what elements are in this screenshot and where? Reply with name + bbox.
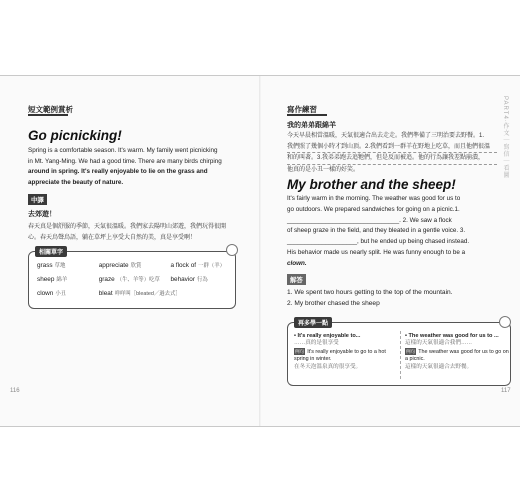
exercise-cn-line: 他真的是小丑一樣的好笑。 [287, 166, 360, 173]
column-divider [400, 331, 401, 379]
learn-more-col [405, 333, 513, 371]
example-label: 例句 [406, 348, 416, 354]
speech-bubble-icon [499, 316, 511, 328]
exercise-cn-title: 我的弟弟跟綿羊 [287, 122, 336, 129]
section-underline [28, 114, 68, 116]
exercise-body [287, 194, 501, 270]
exercise-line: go outdoors. We prepared sandwiches for going on a picnic.1. [287, 205, 460, 213]
book-spread [0, 75, 520, 427]
article-body [28, 146, 248, 188]
exercise-line: clown. [287, 259, 307, 267]
phrase-cn: 這樣的天氣很適合我們…… [405, 340, 473, 347]
section-title: 短文範例賞析 [28, 105, 73, 114]
section-underline [287, 114, 327, 116]
section-title: 寫作練習 [287, 105, 317, 114]
vocab-meaning: （牛、羊等）吃草 [116, 277, 160, 283]
learn-more-box [287, 322, 511, 386]
vocab-row [37, 261, 225, 269]
exercise-line: It's fairly warm in the morning. The weather was good for us to [287, 195, 461, 202]
right-page [261, 76, 520, 426]
example-sentence: It's really enjoyable to go to a hot spring in winter. [294, 348, 386, 363]
vocab-word: bleat [98, 290, 113, 297]
translation-title: 去郊遊！ [28, 211, 56, 218]
phrase-cn: ……真的是很享受 [294, 340, 339, 347]
vocab-heading: 相關單字 [35, 246, 67, 257]
learn-more-col [294, 333, 402, 371]
phrase: • The weather was good for us to ... [405, 333, 499, 339]
exercise-line: ____________________, but he ended up being chased instead. [287, 238, 470, 246]
example-cn: 這樣的天氣很適合去野餐。 [405, 363, 473, 370]
vocab-meaning: 咩咩叫［bleated／過去式］ [114, 291, 181, 297]
vocab-row [37, 289, 181, 297]
article-title: Go picnicking! [28, 128, 122, 143]
exercise-cn-line: 和的叫著。3.我弟弟跑去追牠們，但是反而被追。他的行為讓我差點崩潰， [287, 153, 497, 165]
vocab-meaning: 一群（羊） [198, 263, 226, 269]
vocab-word: behavior [170, 276, 195, 283]
exercise-title: My brother and the sheep! [287, 177, 456, 192]
vocab-word: appreciate [98, 262, 129, 269]
article-line: appreciate the beauty of nature. [28, 178, 124, 186]
exercise-cn-line: 今天早晨相當溫暖，天氣很適合出去走走。我們準備了三明治要去野餐。1. [287, 133, 485, 139]
vocab-box [28, 251, 236, 309]
article-line: Spring is a comfortable season. It's warm. My family went picnicking [28, 147, 218, 154]
vocab-word: grass [37, 262, 53, 269]
vocab-meaning: 草地 [54, 263, 66, 269]
phrase: • It's really enjoyable to... [294, 333, 361, 339]
article-line: around in spring. It's really enjoyable to lie on the grass and [28, 168, 208, 175]
vocab-meaning: 欣賞 [130, 263, 142, 269]
translation-tag: 中譯 [28, 194, 47, 205]
page-number: 117 [501, 388, 511, 394]
exercise-cn-body [287, 131, 497, 175]
exercise-line: of sheep graze in the field, and they bleated in a gentle voice. 3. [287, 227, 466, 235]
speech-bubble-icon [226, 244, 238, 256]
article-line: in Mt. Yang-Ming. We had a good time. There are many birds chirping [28, 157, 222, 165]
section-header [28, 104, 73, 115]
translation-line: 春天真是個舒服的季節，天氣很溫暖。我們家去陽明山郊遊，我們玩得很開 [28, 224, 227, 230]
answer-tag: 解答 [287, 274, 306, 285]
example-label: 例句 [295, 348, 305, 354]
vocab-word: sheep [37, 276, 55, 283]
answer-line: 2. My brother chased the sheep [287, 300, 380, 307]
learn-more-heading: 再多學一點 [294, 317, 332, 328]
exercise-cn-line: 我們照了幾個小時才到山頂。2.我們看到一群羊在野地上吃草，而且他們很溫 [287, 142, 497, 154]
exercise-line: His behavior made us nearly split. He was funny enough to be a [287, 248, 466, 256]
exercise-line: ________________________________. 2. We saw a flock [287, 216, 452, 224]
page-number: 116 [10, 388, 20, 394]
side-tab: PART4·作文｜寫信｜看圖 [502, 96, 508, 179]
vocab-row [37, 275, 208, 283]
vocab-word: a flock of [170, 262, 197, 269]
answer-line: 1. We spent two hours getting to the top of the mountain. [287, 289, 453, 296]
vocab-meaning: 小丑 [55, 291, 67, 297]
vocab-word: graze [98, 276, 115, 283]
example-sentence: The weather was good for us to go on a picnic. [405, 348, 509, 363]
vocab-meaning: 行為 [196, 277, 208, 283]
left-page [0, 76, 259, 426]
translation-line: 心。春天鳥聲鳥語，躺在草坪上享受大自然的美，真是享受啊！ [28, 235, 197, 241]
answers [287, 287, 501, 309]
vocab-word: clown [37, 290, 54, 297]
vocab-meaning: 綿羊 [56, 277, 68, 283]
translation-body [28, 222, 248, 244]
section-header [287, 104, 317, 115]
example-cn: 在冬天泡溫泉真的很享受。 [294, 363, 362, 370]
